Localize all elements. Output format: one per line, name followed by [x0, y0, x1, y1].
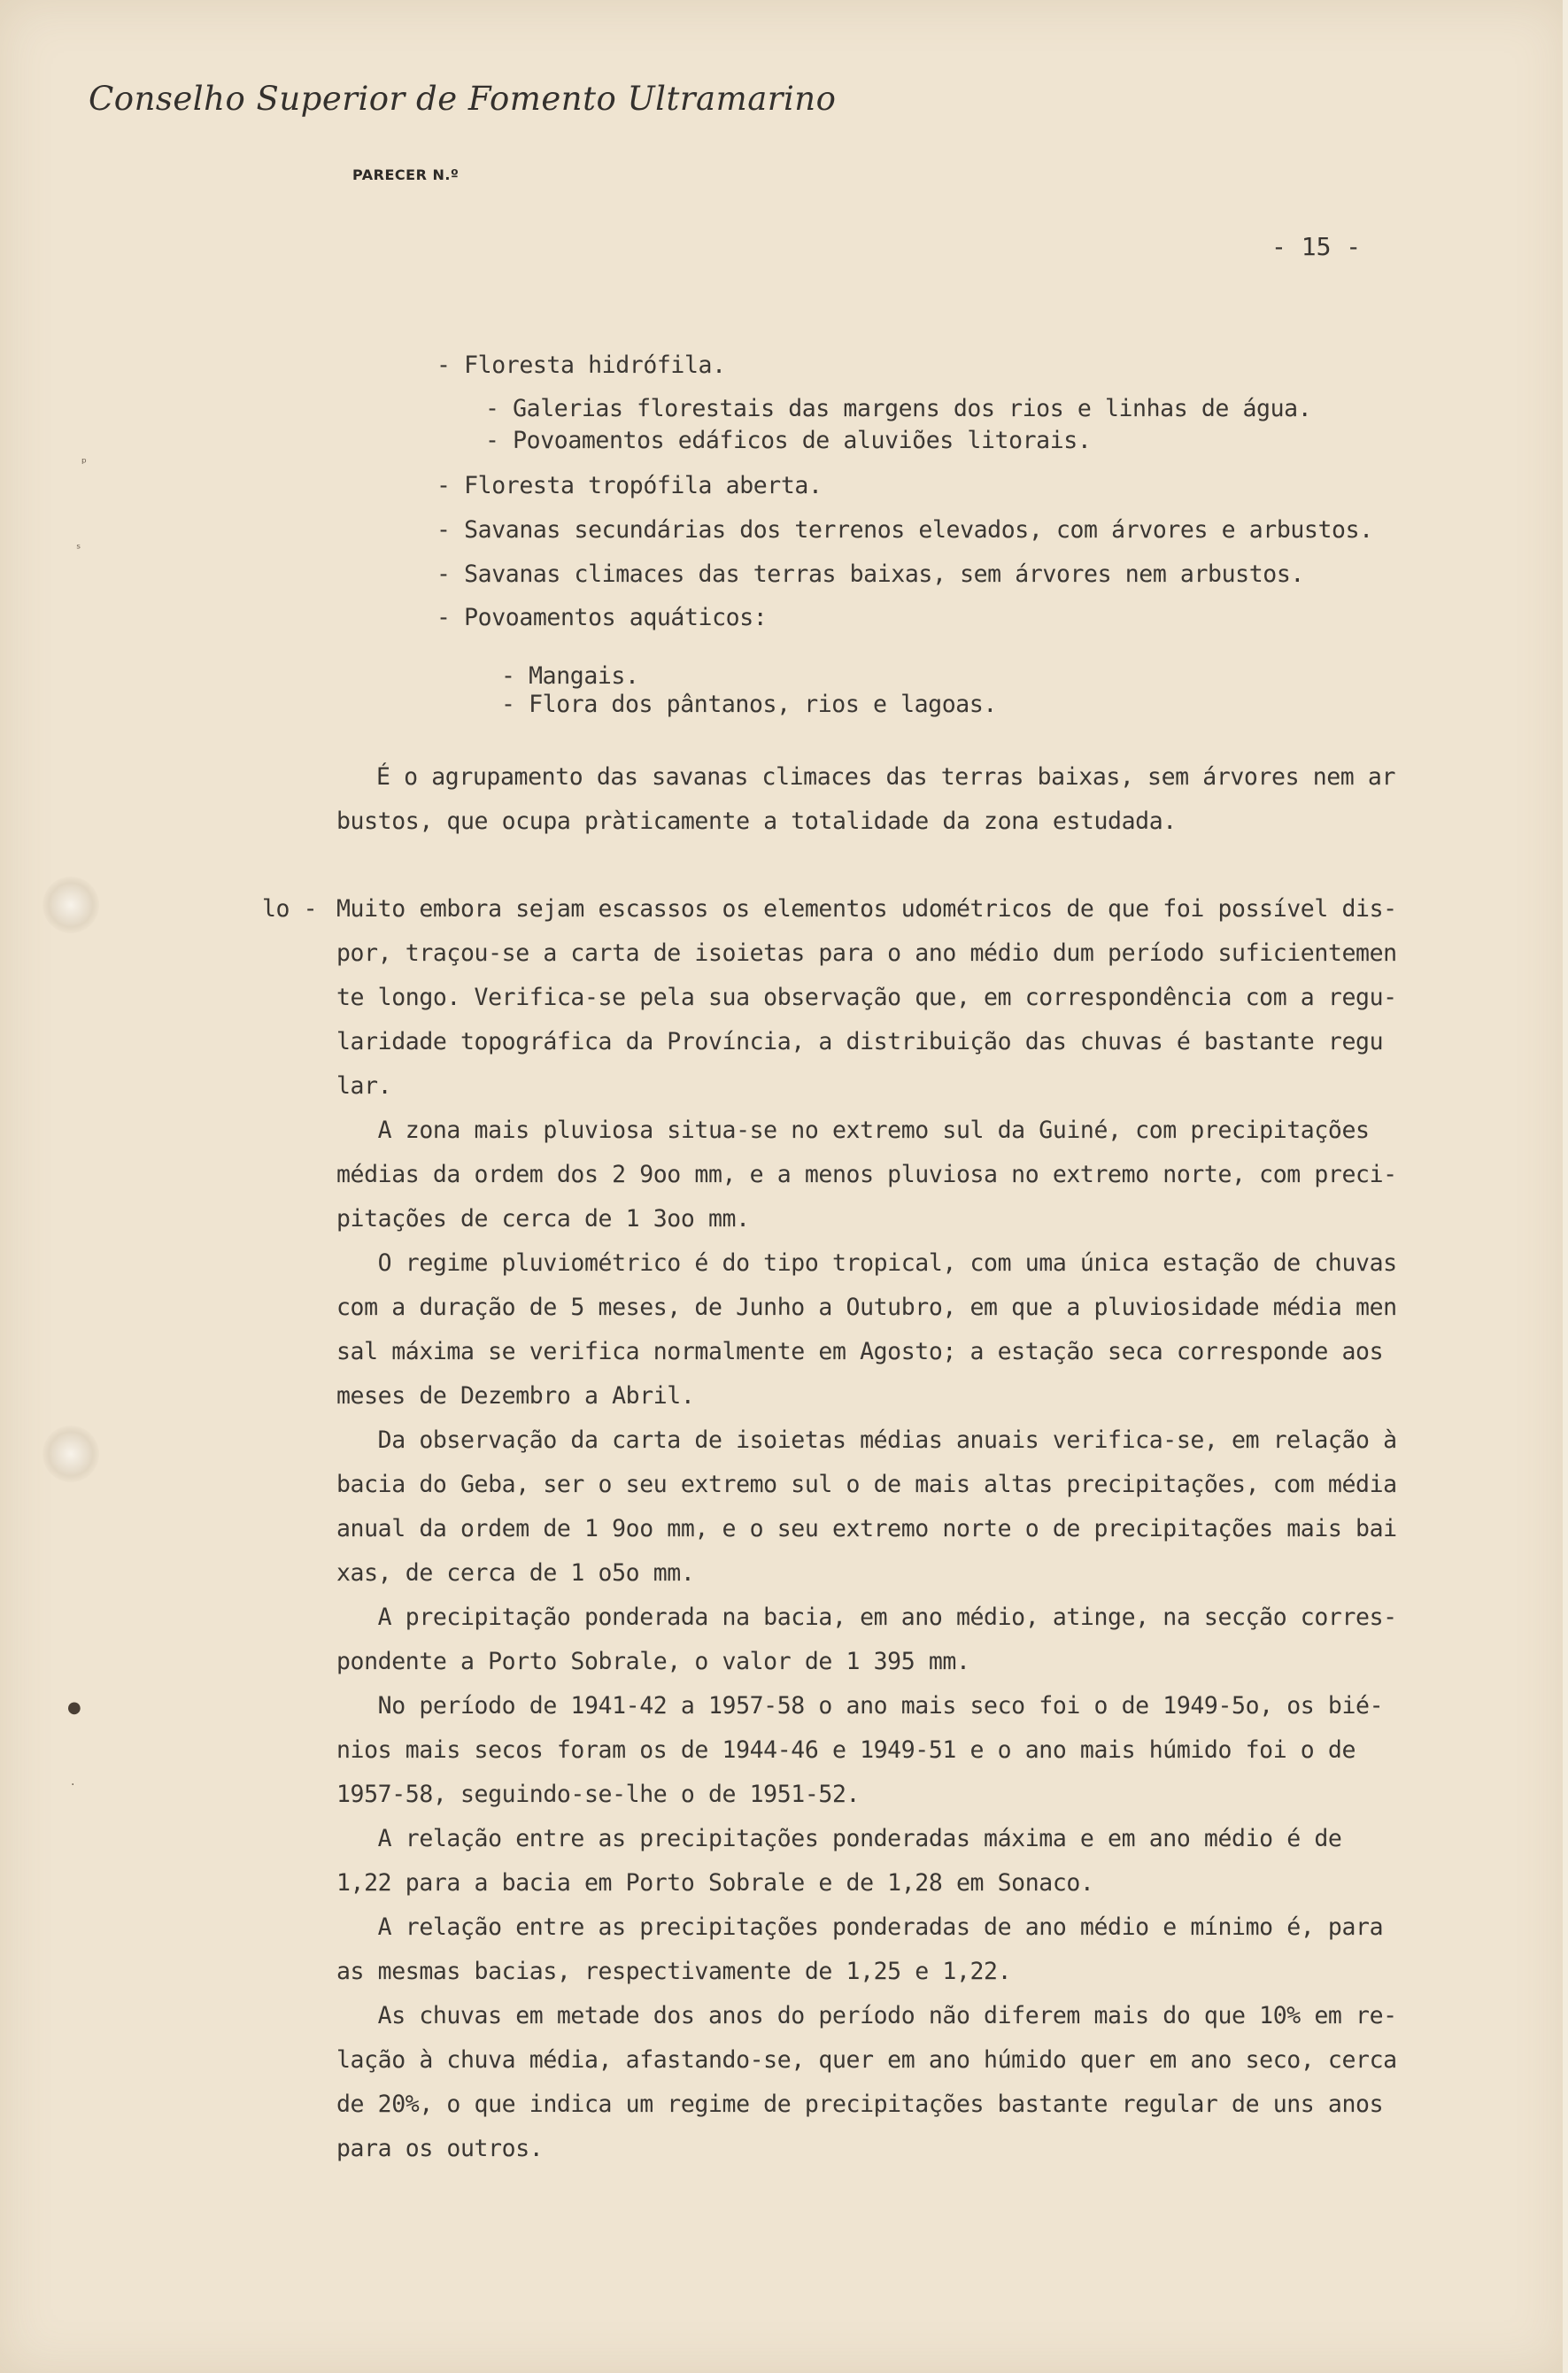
paragraph-line: 1,22 para a bacia em Porto Sobrale e de 1,28 em Sonaco. [336, 1869, 1094, 1897]
paragraph-line: É o agrupamento das savanas climaces das terras baixas, sem árvores nem ar [376, 763, 1396, 791]
paragraph-line: lação à chuva média, afastando-se, quer em ano húmido quer em ano seco, cerca [336, 2046, 1397, 2074]
paragraph-line: No período de 1941-42 a 1957-58 o ano mais seco foi o de 1949-5o, os bié- [336, 1692, 1384, 1720]
section-number: lo - [262, 895, 318, 923]
margin-mark: ᵖ [81, 456, 87, 470]
paragraph-line: 1957-58, seguindo-se-lhe o de 1951-52. [336, 1781, 861, 1808]
parecer-label: PARECER N.º [352, 166, 460, 183]
paragraph-line: nios mais secos foram os de 1944-46 e 1949-51 e o ano mais húmido foi o de [336, 1736, 1356, 1764]
list-subitem: - Mangais. [501, 662, 639, 690]
paragraph-line: te longo. Verifica-se pela sua observação que, em correspondência com a regu- [336, 984, 1397, 1011]
list-subitem: - Galerias florestais das margens dos rios e linhas de água. [485, 395, 1312, 422]
paragraph-line: A relação entre as precipitações ponderadas máxima e em ano médio é de [336, 1825, 1342, 1852]
paragraph-line: Muito embora sejam escassos os elementos udométricos de que foi possível dis- [336, 895, 1397, 923]
list-subitem: - Povoamentos edáficos de aluviões litorais. [485, 427, 1092, 454]
list-item: - Povoamentos aquáticos: [436, 604, 768, 631]
paragraph-line: Da observação da carta de isoietas médias anuais verifica-se, em relação à [336, 1426, 1397, 1454]
paragraph-line: xas, de cerca de 1 o5o mm. [336, 1559, 695, 1587]
paragraph-line: pondente a Porto Sobrale, o valor de 1 395 mm. [336, 1648, 970, 1675]
paragraph-line: A zona mais pluviosa situa-se no extremo sul da Guiné, com precipitações [336, 1117, 1370, 1144]
paragraph-line: pitações de cerca de 1 3oo mm. [336, 1205, 750, 1233]
paragraph-line: de 20%, o que indica um regime de precipitações bastante regular de uns anos [336, 2091, 1384, 2118]
paragraph-line: para os outros. [336, 2135, 544, 2162]
paragraph-line: A relação entre as precipitações ponderadas de ano médio e mínimo é, para [336, 1913, 1384, 1941]
paragraph-line: A precipitação ponderada na bacia, em ano médio, atinge, na secção corres- [336, 1604, 1397, 1631]
margin-mark: · [71, 1778, 75, 1792]
page-number: - 15 - [1271, 232, 1362, 261]
paragraph-line: médias da ordem dos 2 9oo mm, e a menos pluviosa no extremo norte, com preci- [336, 1161, 1397, 1188]
paragraph-line: lar. [336, 1072, 392, 1100]
paragraph-line: com a duração de 5 meses, de Junho a Outubro, em que a pluviosidade média men [336, 1294, 1397, 1321]
list-item: - Savanas climaces das terras baixas, sem árvores nem arbustos. [436, 560, 1304, 588]
paragraph-line: as mesmas bacias, respectivamente de 1,25 e 1,22. [336, 1958, 1012, 1985]
paragraph-line: bacia do Geba, ser o seu extremo sul o de mais altas precipitações, com média [336, 1471, 1397, 1498]
list-item: - Floresta tropófila aberta. [436, 472, 823, 499]
paragraph-line: O regime pluviométrico é do tipo tropical, com uma única estação de chuvas [336, 1249, 1397, 1277]
paragraph-line: sal máxima se verifica normalmente em Agosto; a estação seca corresponde aos [336, 1338, 1384, 1365]
list-subitem: - Flora dos pântanos, rios e lagoas. [501, 691, 997, 718]
list-item: - Savanas secundárias dos terrenos elevados, com árvores e arbustos. [436, 516, 1373, 544]
paragraph-line: anual da ordem de 1 9oo mm, e o seu extremo norte o de precipitações mais bai [336, 1515, 1397, 1542]
paragraph-line: bustos, que ocupa pràticamente a totalidade da zona estudada. [336, 808, 1177, 835]
page-edge [1563, 0, 1568, 2373]
paragraph-line: As chuvas em metade dos anos do período não diferem mais do que 10% em re- [336, 2002, 1397, 2029]
paragraph-line: laridade topográfica da Província, a distribuição das chuvas é bastante regu [336, 1028, 1384, 1055]
punch-hole-top [42, 877, 99, 933]
margin-mark: ˢ [76, 542, 81, 556]
letterhead: Conselho Superior de Fomento Ultramarino [89, 80, 837, 118]
margin-mark: ● [67, 1698, 81, 1717]
punch-hole-bottom [42, 1426, 99, 1482]
list-item: - Floresta hidrófila. [436, 352, 726, 379]
paragraph-line: meses de Dezembro a Abril. [336, 1382, 695, 1410]
paragraph-line: por, traçou-se a carta de isoietas para o ano médio dum período suficientemen [336, 939, 1397, 967]
